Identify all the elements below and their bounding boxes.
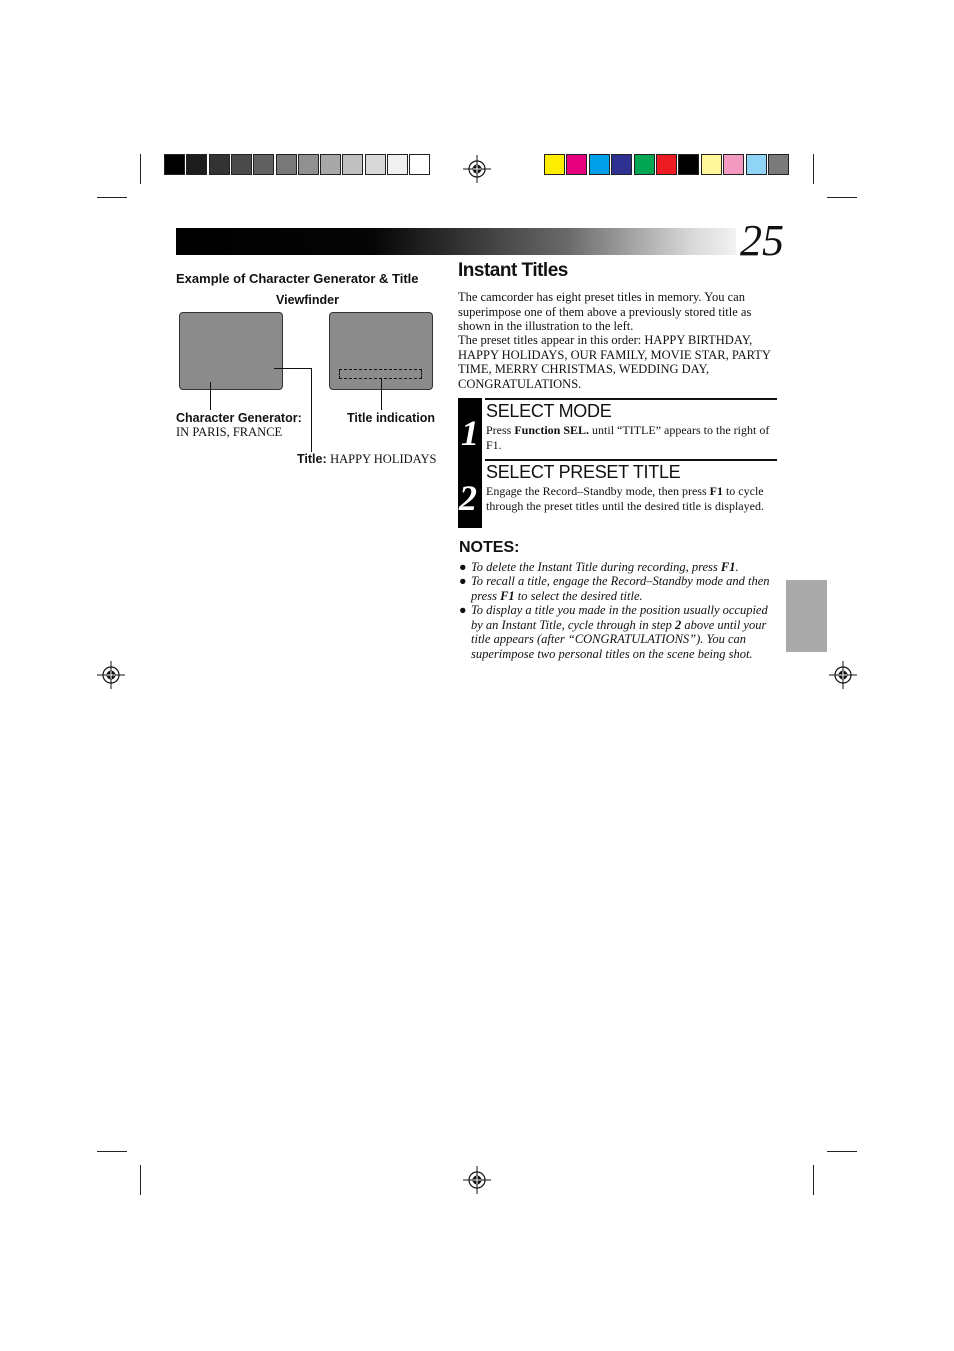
gray-swatch xyxy=(298,154,319,175)
step-2-text-part: Engage the Record–Standby mode, then press xyxy=(486,484,710,498)
crop-mark xyxy=(827,1151,857,1152)
crop-mark xyxy=(813,154,814,184)
callout-line xyxy=(210,382,211,410)
gray-swatch xyxy=(320,154,341,175)
page-number: 25 xyxy=(740,216,784,265)
gray-swatch xyxy=(276,154,297,175)
bullet-icon: ● xyxy=(459,603,467,617)
char-gen-label: Character Generator: xyxy=(176,411,302,425)
note-text: To delete the Instant Title during recording, press xyxy=(471,560,721,574)
color-swatch xyxy=(589,154,610,175)
step-1-text-part: Press xyxy=(486,423,515,437)
title-label: Title: xyxy=(297,452,327,466)
color-swatch xyxy=(701,154,722,175)
gray-swatch xyxy=(387,154,408,175)
intro-paragraph: The camcorder has eight preset titles in memory. You can superimpose one of them above a previously stored title as shown in the illustration to the left. xyxy=(458,290,752,333)
title-indication-label: Title indication xyxy=(347,411,435,425)
note-item xyxy=(459,574,779,603)
step-2-text-part: to cycle through the preset titles until the desired title is displayed. xyxy=(486,484,764,513)
step-1-text-part: until “TITLE” appears to the right of F1. xyxy=(486,423,770,452)
registration-mark-icon xyxy=(829,661,857,689)
section-title: Instant Titles xyxy=(458,260,568,281)
f1-key: F1 xyxy=(709,484,723,498)
note-key: F1 xyxy=(720,560,736,574)
crop-mark xyxy=(813,1165,814,1195)
crop-mark xyxy=(97,197,127,198)
note-text: . xyxy=(735,560,739,574)
note-text: to select the desired title. xyxy=(514,588,643,603)
color-swatch xyxy=(746,154,767,175)
step-1-heading: SELECT MODE xyxy=(486,401,612,421)
function-sel-key: Function SEL. xyxy=(514,423,590,437)
crop-mark xyxy=(140,1165,141,1195)
step-2-number: 2 xyxy=(459,478,477,518)
title-value: HAPPY HOLIDAYS xyxy=(330,452,437,466)
note-text: To display a title you made in the position usually occupied by an Instant Title, cycle through in step xyxy=(471,603,768,632)
note-key: F1 xyxy=(500,588,515,603)
registration-mark-icon xyxy=(463,155,491,183)
note-item xyxy=(459,560,779,575)
bullet-icon: ● xyxy=(459,560,467,574)
step-1-number: 1 xyxy=(461,413,479,453)
crop-mark xyxy=(140,154,141,184)
note-text: above until your title appears (after “CONGRATULATIONS”). You can superimpose two personal titles on the scene being shot. xyxy=(471,617,767,661)
callout-line xyxy=(311,368,312,452)
gray-swatch xyxy=(209,154,230,175)
note-key: 2 xyxy=(675,617,682,632)
color-swatch xyxy=(768,154,789,175)
title-indication-box xyxy=(339,369,422,379)
illustration-heading: Example of Character Generator & Title xyxy=(176,271,419,286)
callout-line xyxy=(381,379,382,410)
callout-line xyxy=(274,368,312,369)
viewfinder-label: Viewfinder xyxy=(276,293,339,307)
gray-swatch xyxy=(231,154,252,175)
step-1-rule xyxy=(485,398,777,400)
crop-mark xyxy=(827,197,857,198)
color-swatch xyxy=(656,154,677,175)
gray-swatch xyxy=(186,154,207,175)
color-swatch xyxy=(611,154,632,175)
gray-swatch xyxy=(409,154,430,175)
step-2-rule xyxy=(485,459,777,461)
registration-mark-icon xyxy=(463,1166,491,1194)
viewfinder-screen-left xyxy=(179,312,283,390)
color-swatch xyxy=(678,154,699,175)
registration-mark-icon xyxy=(97,661,125,689)
crop-mark xyxy=(97,1151,127,1152)
char-gen-value: IN PARIS, FRANCE xyxy=(176,425,283,439)
color-swatch xyxy=(566,154,587,175)
step-2-text xyxy=(486,484,778,513)
bullet-icon: ● xyxy=(459,574,467,588)
side-thumb-tab xyxy=(786,580,827,652)
notes-heading: NOTES: xyxy=(459,539,520,556)
note-text: To recall a title, engage the Record–Standby mode and then press xyxy=(471,574,770,603)
step-1-text xyxy=(486,423,778,452)
gray-swatch xyxy=(365,154,386,175)
gray-swatch xyxy=(342,154,363,175)
color-swatch xyxy=(634,154,655,175)
color-swatch xyxy=(723,154,744,175)
step-2-heading: SELECT PRESET TITLE xyxy=(486,462,681,482)
gray-swatch xyxy=(164,154,185,175)
title-caption xyxy=(297,452,437,467)
color-swatch xyxy=(544,154,565,175)
preset-order-paragraph: The preset titles appear in this order: HAPPY BIRTHDAY, HAPPY HOLIDAYS, OUR FAMILY, MOVIE STAR, PARTY TIME, MERRY CHRISTMAS, WEDDING DAY, CONGRATULATIONS. xyxy=(458,333,771,391)
gray-swatch xyxy=(253,154,274,175)
note-item xyxy=(459,603,779,661)
header-gradient-bar xyxy=(176,228,736,255)
